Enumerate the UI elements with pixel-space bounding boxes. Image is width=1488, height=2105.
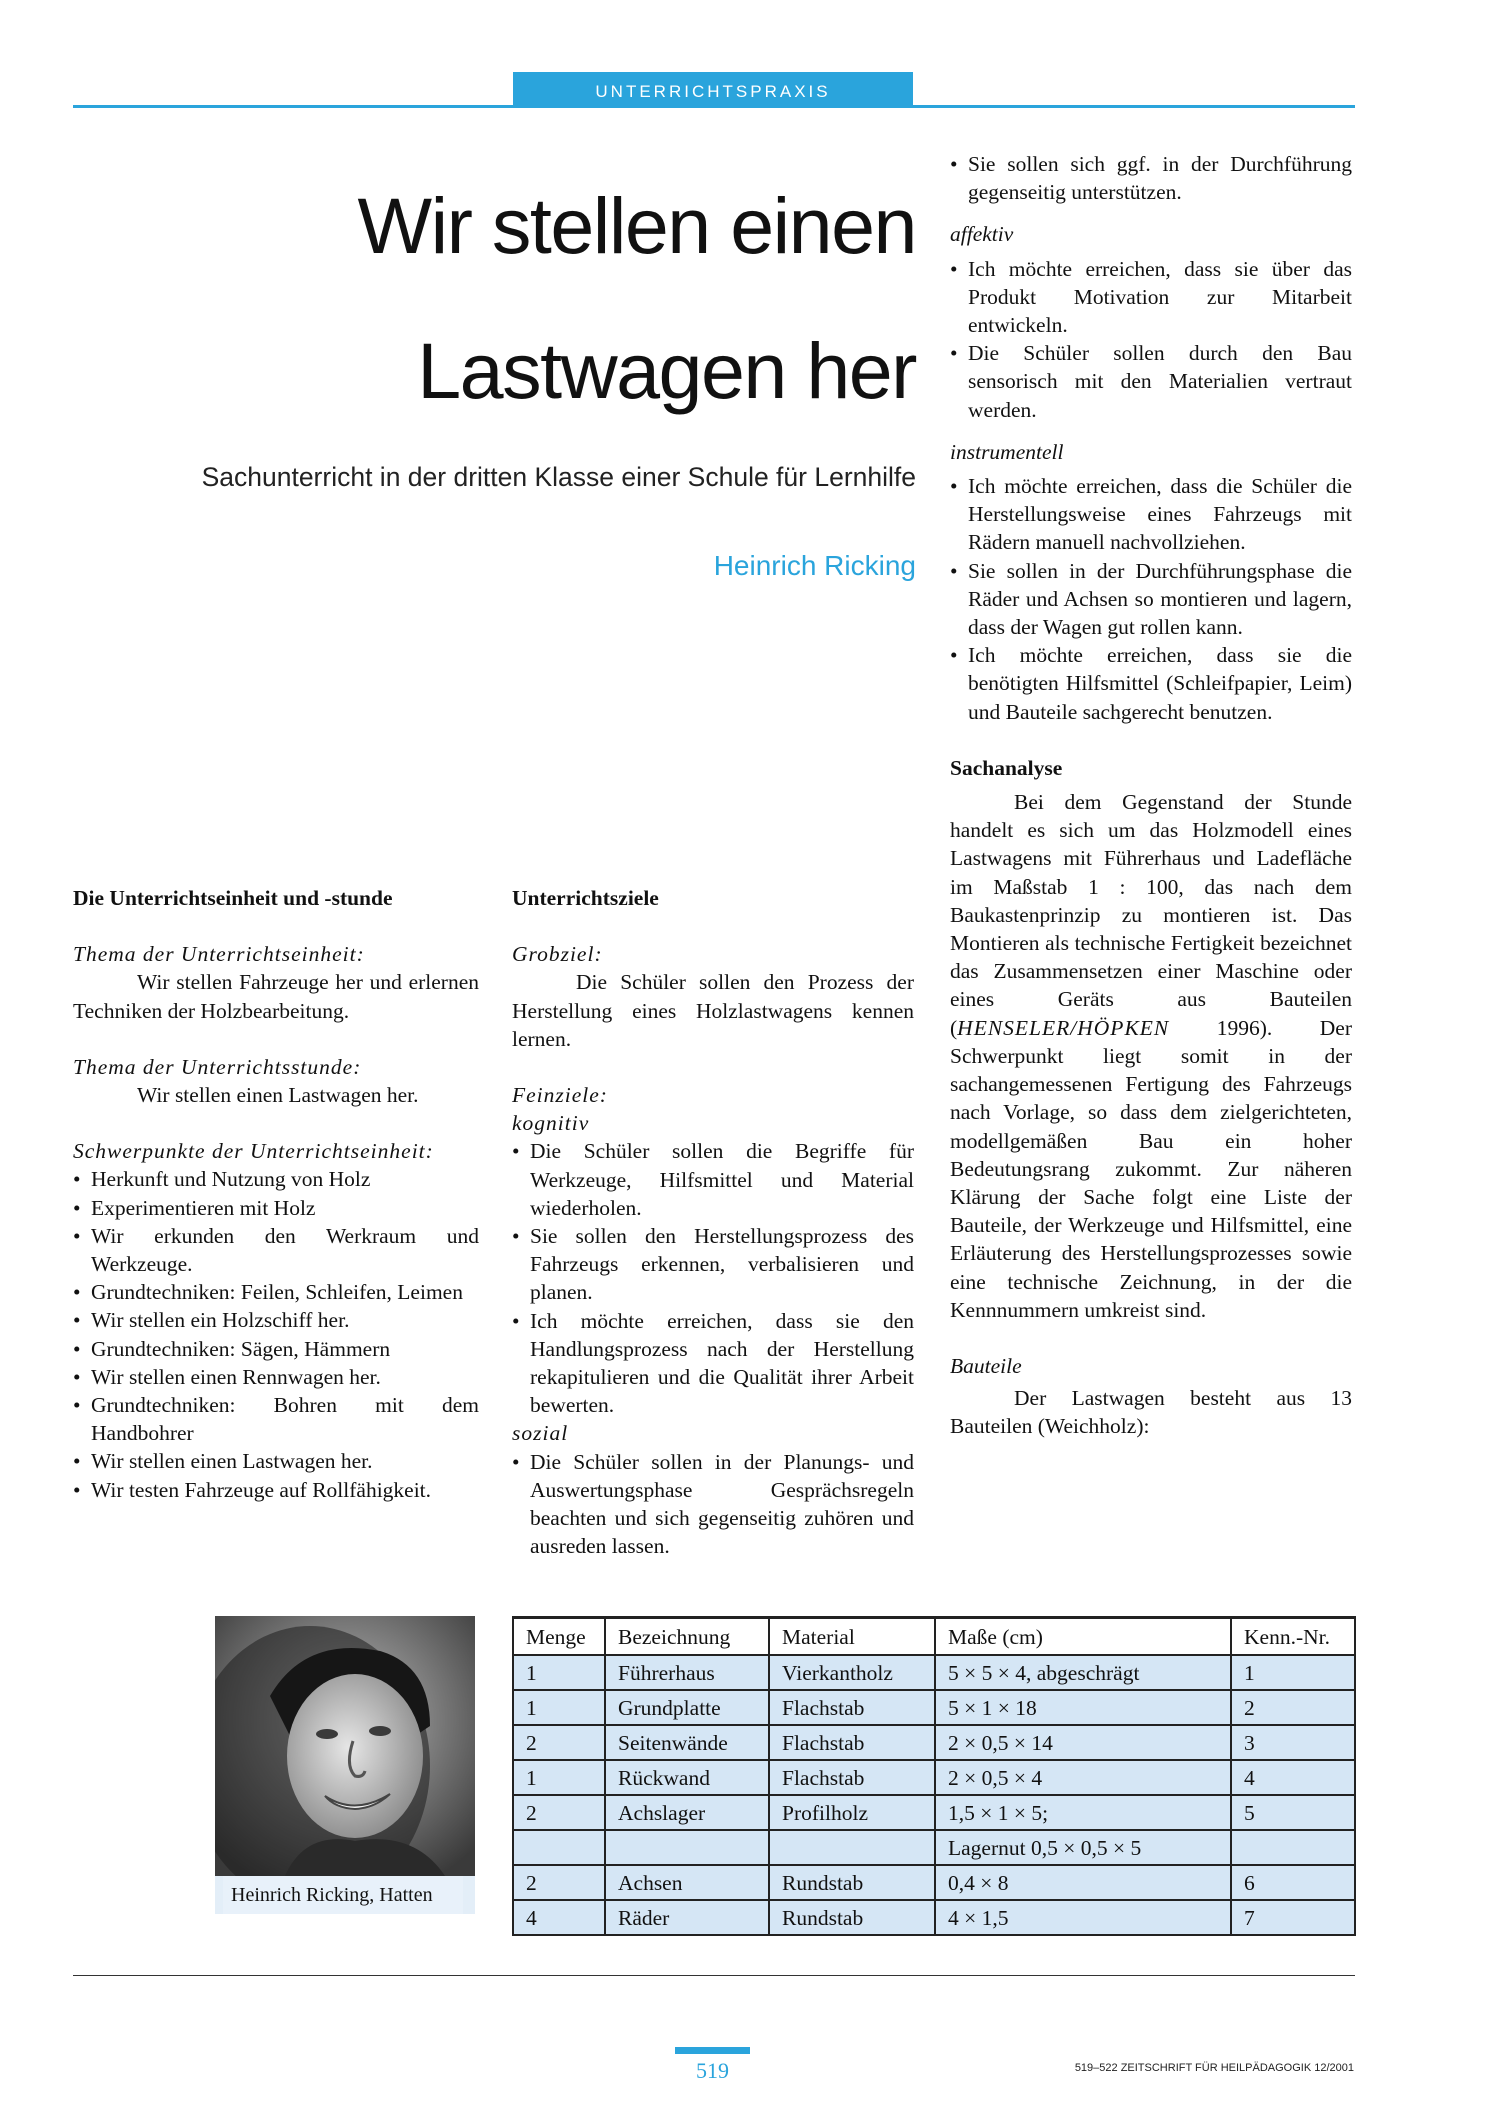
- top-list: [950, 150, 1352, 206]
- table-header-cell: Bezeichnung: [605, 1618, 769, 1656]
- table-header-row: [513, 1618, 1355, 1656]
- list-item: • Die Schüler sollen in der Planungs- und Auswertungsphase Gesprächsregeln beachten und sich gegenseitig zuhören und ausreden lassen.: [512, 1448, 914, 1561]
- table-cell: 1: [513, 1655, 605, 1690]
- feinziele-label: Feinziele:: [512, 1083, 608, 1108]
- table-row: [513, 1865, 1355, 1900]
- table-cell: 4: [513, 1900, 605, 1935]
- table-cell: Flachstab: [769, 1690, 935, 1725]
- table-cell: 4 × 1,5: [935, 1900, 1231, 1935]
- list-item: • Experimentieren mit Holz: [73, 1194, 479, 1222]
- thema-stunde-label: Thema der Unterrichtsstunde:: [73, 1054, 362, 1079]
- table-cell: [769, 1830, 935, 1865]
- table-cell: Rundstab: [769, 1900, 935, 1935]
- table-cell: [513, 1830, 605, 1865]
- column-3: [950, 150, 1352, 1441]
- footer-rule: [73, 1975, 1355, 1976]
- schwerpunkte-list: [73, 1165, 479, 1503]
- table-header-cell: Kenn.-Nr.: [1231, 1618, 1355, 1656]
- photo-caption: Heinrich Ricking, Hatten: [223, 1876, 463, 1914]
- page-number-tab: [675, 2047, 750, 2054]
- table-cell: 2: [513, 1865, 605, 1900]
- article-subtitle: Sachunterricht in der dritten Klasse einer Schule für Lernhilfe: [201, 462, 916, 492]
- column-2: [512, 884, 914, 1560]
- table-cell: 1: [513, 1690, 605, 1725]
- list-item: • Ich möchte erreichen, dass sie über das Produkt Motivation zur Mitarbeit entwickeln.: [950, 255, 1352, 340]
- list-item: • Grundtechniken: Sägen, Hämmern: [73, 1335, 479, 1363]
- section-heading-unterrichtseinheit: Die Unterrichtseinheit und -stunde: [73, 886, 393, 910]
- table-cell: Rundstab: [769, 1865, 935, 1900]
- journal-reference: 519–522 ZEITSCHRIFT FÜR HEILPÄDAGOGIK 12/2001: [1074, 2062, 1354, 2074]
- table-cell: 2 × 0,5 × 14: [935, 1725, 1231, 1760]
- article-title-line-1: Wir stellen einen: [357, 181, 916, 270]
- table-cell: Achslager: [605, 1795, 769, 1830]
- thema-stunde-text: Wir stellen einen Lastwagen her.: [137, 1083, 419, 1108]
- table-cell: 5 × 5 × 4, abgeschrägt: [935, 1655, 1231, 1690]
- table-cell: [605, 1830, 769, 1865]
- table-cell: Flachstab: [769, 1760, 935, 1795]
- table-header-cell: Material: [769, 1618, 935, 1656]
- table-cell: 1,5 × 1 × 5;: [935, 1795, 1231, 1830]
- list-item: • Ich möchte erreichen, dass die Schüler die Herstellungsweise eines Fahrzeugs mit Rädern manuell nachvollziehen.: [950, 472, 1352, 557]
- table-cell: Rückwand: [605, 1760, 769, 1795]
- table-header-cell: Maße (cm): [935, 1618, 1231, 1656]
- table-cell: 7: [1231, 1900, 1355, 1935]
- author-photo: [215, 1616, 475, 1876]
- section-heading-sachanalyse: Sachanalyse: [950, 755, 1063, 780]
- list-item: • Die Schüler sollen die Begriffe für Werkzeuge, Hilfsmittel und Material wiederholen.: [512, 1137, 914, 1222]
- article-author: Heinrich Ricking: [713, 550, 916, 581]
- list-item: • Ich möchte erreichen, dass sie den Handlungsprozess nach der Herstellung rekapitulieren und die Qualität ihrer Arbeit bewerten.: [512, 1307, 914, 1420]
- list-item: • Wir stellen einen Lastwagen her.: [73, 1447, 479, 1475]
- table-cell: Achsen: [605, 1865, 769, 1900]
- bauteile-text: Der Lastwagen besteht aus 13 Bauteilen (Weichholz):: [950, 1386, 1352, 1439]
- thema-einheit-label: Thema der Unterrichtseinheit:: [73, 942, 365, 967]
- table-row: [513, 1760, 1355, 1795]
- table-cell: Grundplatte: [605, 1690, 769, 1725]
- list-item: • Ich möchte erreichen, dass sie die benötigten Hilfsmittel (Schleifpapier, Leim) und Bauteile sachgerecht benutzen.: [950, 641, 1352, 726]
- table-cell: 1: [1231, 1655, 1355, 1690]
- sachanalyse-citation: HENSELER/HÖPKEN: [957, 1015, 1170, 1040]
- table-cell: 6: [1231, 1865, 1355, 1900]
- article-title-line-2: Lastwagen her: [417, 326, 916, 415]
- page-number: 519: [696, 2058, 729, 2083]
- list-item: • Wir testen Fahrzeuge auf Rollfähigkeit.: [73, 1476, 479, 1504]
- table-row: [513, 1900, 1355, 1935]
- affektiv-label: affektiv: [950, 222, 1014, 247]
- table-cell: 3: [1231, 1725, 1355, 1760]
- table-row: [513, 1655, 1355, 1690]
- table-cell: Seitenwände: [605, 1725, 769, 1760]
- table-cell: Lagernut 0,5 × 0,5 × 5: [935, 1830, 1231, 1865]
- schwerpunkte-label: Schwerpunkte der Unterrichtseinheit:: [73, 1139, 434, 1164]
- portrait-image: [215, 1616, 475, 1876]
- table-cell: Flachstab: [769, 1725, 935, 1760]
- thema-einheit-text: Wir stellen Fahrzeuge her und erlernen Techniken der Holzbearbeitung.: [73, 970, 479, 1023]
- list-item: • Wir stellen einen Rennwagen her.: [73, 1363, 479, 1391]
- list-item: • Wir stellen ein Holzschiff her.: [73, 1306, 479, 1334]
- bauteile-label: Bauteile: [950, 1353, 1022, 1378]
- table-cell: 5: [1231, 1795, 1355, 1830]
- sozial-label: sozial: [512, 1421, 569, 1446]
- table-cell: Vierkantholz: [769, 1655, 935, 1690]
- table-cell: 2: [1231, 1690, 1355, 1725]
- sozial-list: [512, 1448, 914, 1561]
- table-row: [513, 1690, 1355, 1725]
- table-row: [513, 1725, 1355, 1760]
- column-1: [73, 884, 479, 1504]
- grobziel-text: Die Schüler sollen den Prozess der Herstellung eines Holzlastwagens kennen lernen.: [512, 970, 914, 1051]
- list-item: • Grundtechniken: Bohren mit dem Handbohrer: [73, 1391, 479, 1447]
- instrumentell-label: instrumentell: [950, 439, 1064, 464]
- photo-caption-box: [215, 1876, 475, 1914]
- list-item: • Sie sollen sich ggf. in der Durchführung gegenseitig unterstützen.: [950, 150, 1352, 206]
- parts-table: [512, 1616, 1356, 1936]
- table-cell: [1231, 1830, 1355, 1865]
- table-row: [513, 1795, 1355, 1830]
- table-cell: Profilholz: [769, 1795, 935, 1830]
- section-label: UNTERRICHTSPRAXIS: [513, 72, 913, 108]
- sachanalyse-text-part-2: 1996). Der Schwerpunkt liegt somit in der sachangemessenen Fertigung des Fahrzeugs nach Vorlage, so dass dem zielgerichteten, modellgemäßen Bau ein hoher Bedeutungsrang zukommt. Zur näheren Klärung der Sache folgt eine Liste der Bauteile, der Werkzeuge und Hilfsmittel, eine Erläuterung des Herstellungsprozesses sowie eine technische Zeichnung, in der die Kennnummern umkreist sind.: [950, 1015, 1352, 1322]
- list-item: • Sie sollen den Herstellungsprozess des Fahrzeugs erkennen, verbalisieren und planen.: [512, 1222, 914, 1307]
- section-heading-unterrichtsziele: Unterrichtsziele: [512, 886, 659, 910]
- list-item: • Herkunft und Nutzung von Holz: [73, 1165, 479, 1193]
- sachanalyse-text: [950, 788, 1352, 1324]
- kognitiv-label: kognitiv: [512, 1111, 590, 1136]
- list-item: • Sie sollen in der Durchführungsphase die Räder und Achsen so montieren und lagern, dass der Wagen gut rollen kann.: [950, 557, 1352, 642]
- table-cell: 5 × 1 × 18: [935, 1690, 1231, 1725]
- affektiv-list: [950, 255, 1352, 424]
- grobziel-label: Grobziel:: [512, 942, 603, 967]
- table-cell: 4: [1231, 1760, 1355, 1795]
- table-cell: 0,4 × 8: [935, 1865, 1231, 1900]
- list-item: • Die Schüler sollen durch den Bau sensorisch mit den Materialien vertraut werden.: [950, 339, 1352, 424]
- kognitiv-list: [512, 1137, 914, 1419]
- table-header-cell: Menge: [513, 1618, 605, 1656]
- table-row: [513, 1830, 1355, 1865]
- table-cell: 1: [513, 1760, 605, 1795]
- table-cell: 2 × 0,5 × 4: [935, 1760, 1231, 1795]
- list-item: • Wir erkunden den Werkraum und Werkzeuge.: [73, 1222, 479, 1278]
- list-item: • Grundtechniken: Feilen, Schleifen, Leimen: [73, 1278, 479, 1306]
- table-cell: Führerhaus: [605, 1655, 769, 1690]
- sachanalyse-text-part-1: Bei dem Gegenstand der Stunde handelt es sich um das Holzmodell eines Lastwagens mit Führerhaus und Ladefläche im Maßstab 1 : 100, das nach dem Baukastenprinzip zu montieren ist. Das Montieren als technische Fertigkeit bezeichnet das Zusammensetzen einer Maschine oder eines Geräts aus Bauteilen (: [950, 790, 1352, 1040]
- table-cell: 2: [513, 1795, 605, 1830]
- table-cell: Räder: [605, 1900, 769, 1935]
- table-cell: 2: [513, 1725, 605, 1760]
- instrumentell-list: [950, 472, 1352, 726]
